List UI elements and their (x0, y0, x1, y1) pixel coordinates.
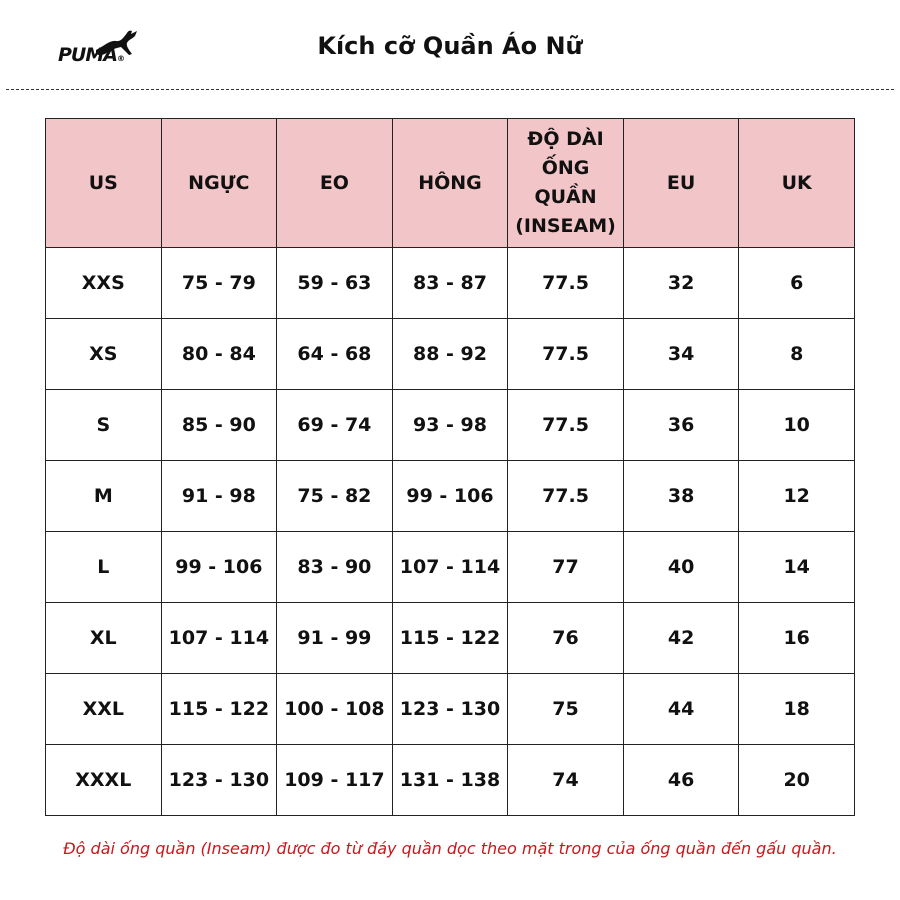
table-header-row (46, 119, 855, 248)
cell-chest: 107 - 114 (161, 603, 277, 674)
header-eu: EU (623, 119, 739, 248)
cell-uk: 14 (739, 532, 855, 603)
cell-waist: 69 - 74 (277, 390, 393, 461)
cell-waist: 91 - 99 (277, 603, 393, 674)
cell-us: L (46, 532, 162, 603)
header-uk: UK (739, 119, 855, 248)
cell-hip: 115 - 122 (392, 603, 508, 674)
cell-chest: 99 - 106 (161, 532, 277, 603)
cell-eu: 36 (623, 390, 739, 461)
cell-uk: 20 (739, 745, 855, 816)
cell-eu: 34 (623, 319, 739, 390)
cell-eu: 42 (623, 603, 739, 674)
cell-hip: 93 - 98 (392, 390, 508, 461)
cell-inseam: 77.5 (508, 319, 624, 390)
cell-us: XS (46, 319, 162, 390)
cell-uk: 10 (739, 390, 855, 461)
cell-inseam: 76 (508, 603, 624, 674)
page-title: Kích cỡ Quần Áo Nữ (317, 32, 583, 60)
cell-waist: 64 - 68 (277, 319, 393, 390)
cell-us: XXS (46, 248, 162, 319)
table-row (46, 461, 855, 532)
cell-waist: 83 - 90 (277, 532, 393, 603)
cell-uk: 18 (739, 674, 855, 745)
cell-chest: 123 - 130 (161, 745, 277, 816)
inseam-footnote: Độ dài ống quần (Inseam) được đo từ đáy quần dọc theo mặt trong của ống quần đến gấu quần. (63, 839, 837, 858)
header-inseam: ĐỘ DÀI ỐNG QUẦN (INSEAM) (508, 119, 624, 248)
cell-inseam: 77 (508, 532, 624, 603)
cell-inseam: 75 (508, 674, 624, 745)
cell-us: M (46, 461, 162, 532)
table-row (46, 532, 855, 603)
cell-chest: 115 - 122 (161, 674, 277, 745)
cell-us: S (46, 390, 162, 461)
cell-us: XXL (46, 674, 162, 745)
cell-chest: 85 - 90 (161, 390, 277, 461)
cell-eu: 46 (623, 745, 739, 816)
cell-chest: 80 - 84 (161, 319, 277, 390)
header-waist: EO (277, 119, 393, 248)
cell-us: XXXL (46, 745, 162, 816)
cell-uk: 16 (739, 603, 855, 674)
cell-hip: 131 - 138 (392, 745, 508, 816)
cell-waist: 75 - 82 (277, 461, 393, 532)
cell-us: XL (46, 603, 162, 674)
size-chart-table (45, 118, 855, 816)
cell-hip: 83 - 87 (392, 248, 508, 319)
cell-inseam: 74 (508, 745, 624, 816)
cell-uk: 6 (739, 248, 855, 319)
cell-hip: 99 - 106 (392, 461, 508, 532)
cell-waist: 109 - 117 (277, 745, 393, 816)
cell-chest: 75 - 79 (161, 248, 277, 319)
cell-eu: 32 (623, 248, 739, 319)
dashed-divider (6, 89, 894, 90)
cell-chest: 91 - 98 (161, 461, 277, 532)
table-row (46, 248, 855, 319)
cell-inseam: 77.5 (508, 461, 624, 532)
table-row (46, 745, 855, 816)
cell-eu: 40 (623, 532, 739, 603)
cell-waist: 100 - 108 (277, 674, 393, 745)
cell-eu: 38 (623, 461, 739, 532)
cell-hip: 88 - 92 (392, 319, 508, 390)
cell-uk: 8 (739, 319, 855, 390)
header-us: US (46, 119, 162, 248)
puma-wordmark: PUMA® (58, 44, 124, 66)
cell-hip: 107 - 114 (392, 532, 508, 603)
cell-waist: 59 - 63 (277, 248, 393, 319)
header-chest: NGỰC (161, 119, 277, 248)
cell-eu: 44 (623, 674, 739, 745)
cell-inseam: 77.5 (508, 390, 624, 461)
cell-hip: 123 - 130 (392, 674, 508, 745)
cell-uk: 12 (739, 461, 855, 532)
table-row (46, 390, 855, 461)
table-row (46, 319, 855, 390)
cell-inseam: 77.5 (508, 248, 624, 319)
table-row (46, 603, 855, 674)
table-row (46, 674, 855, 745)
header-hip: HÔNG (392, 119, 508, 248)
